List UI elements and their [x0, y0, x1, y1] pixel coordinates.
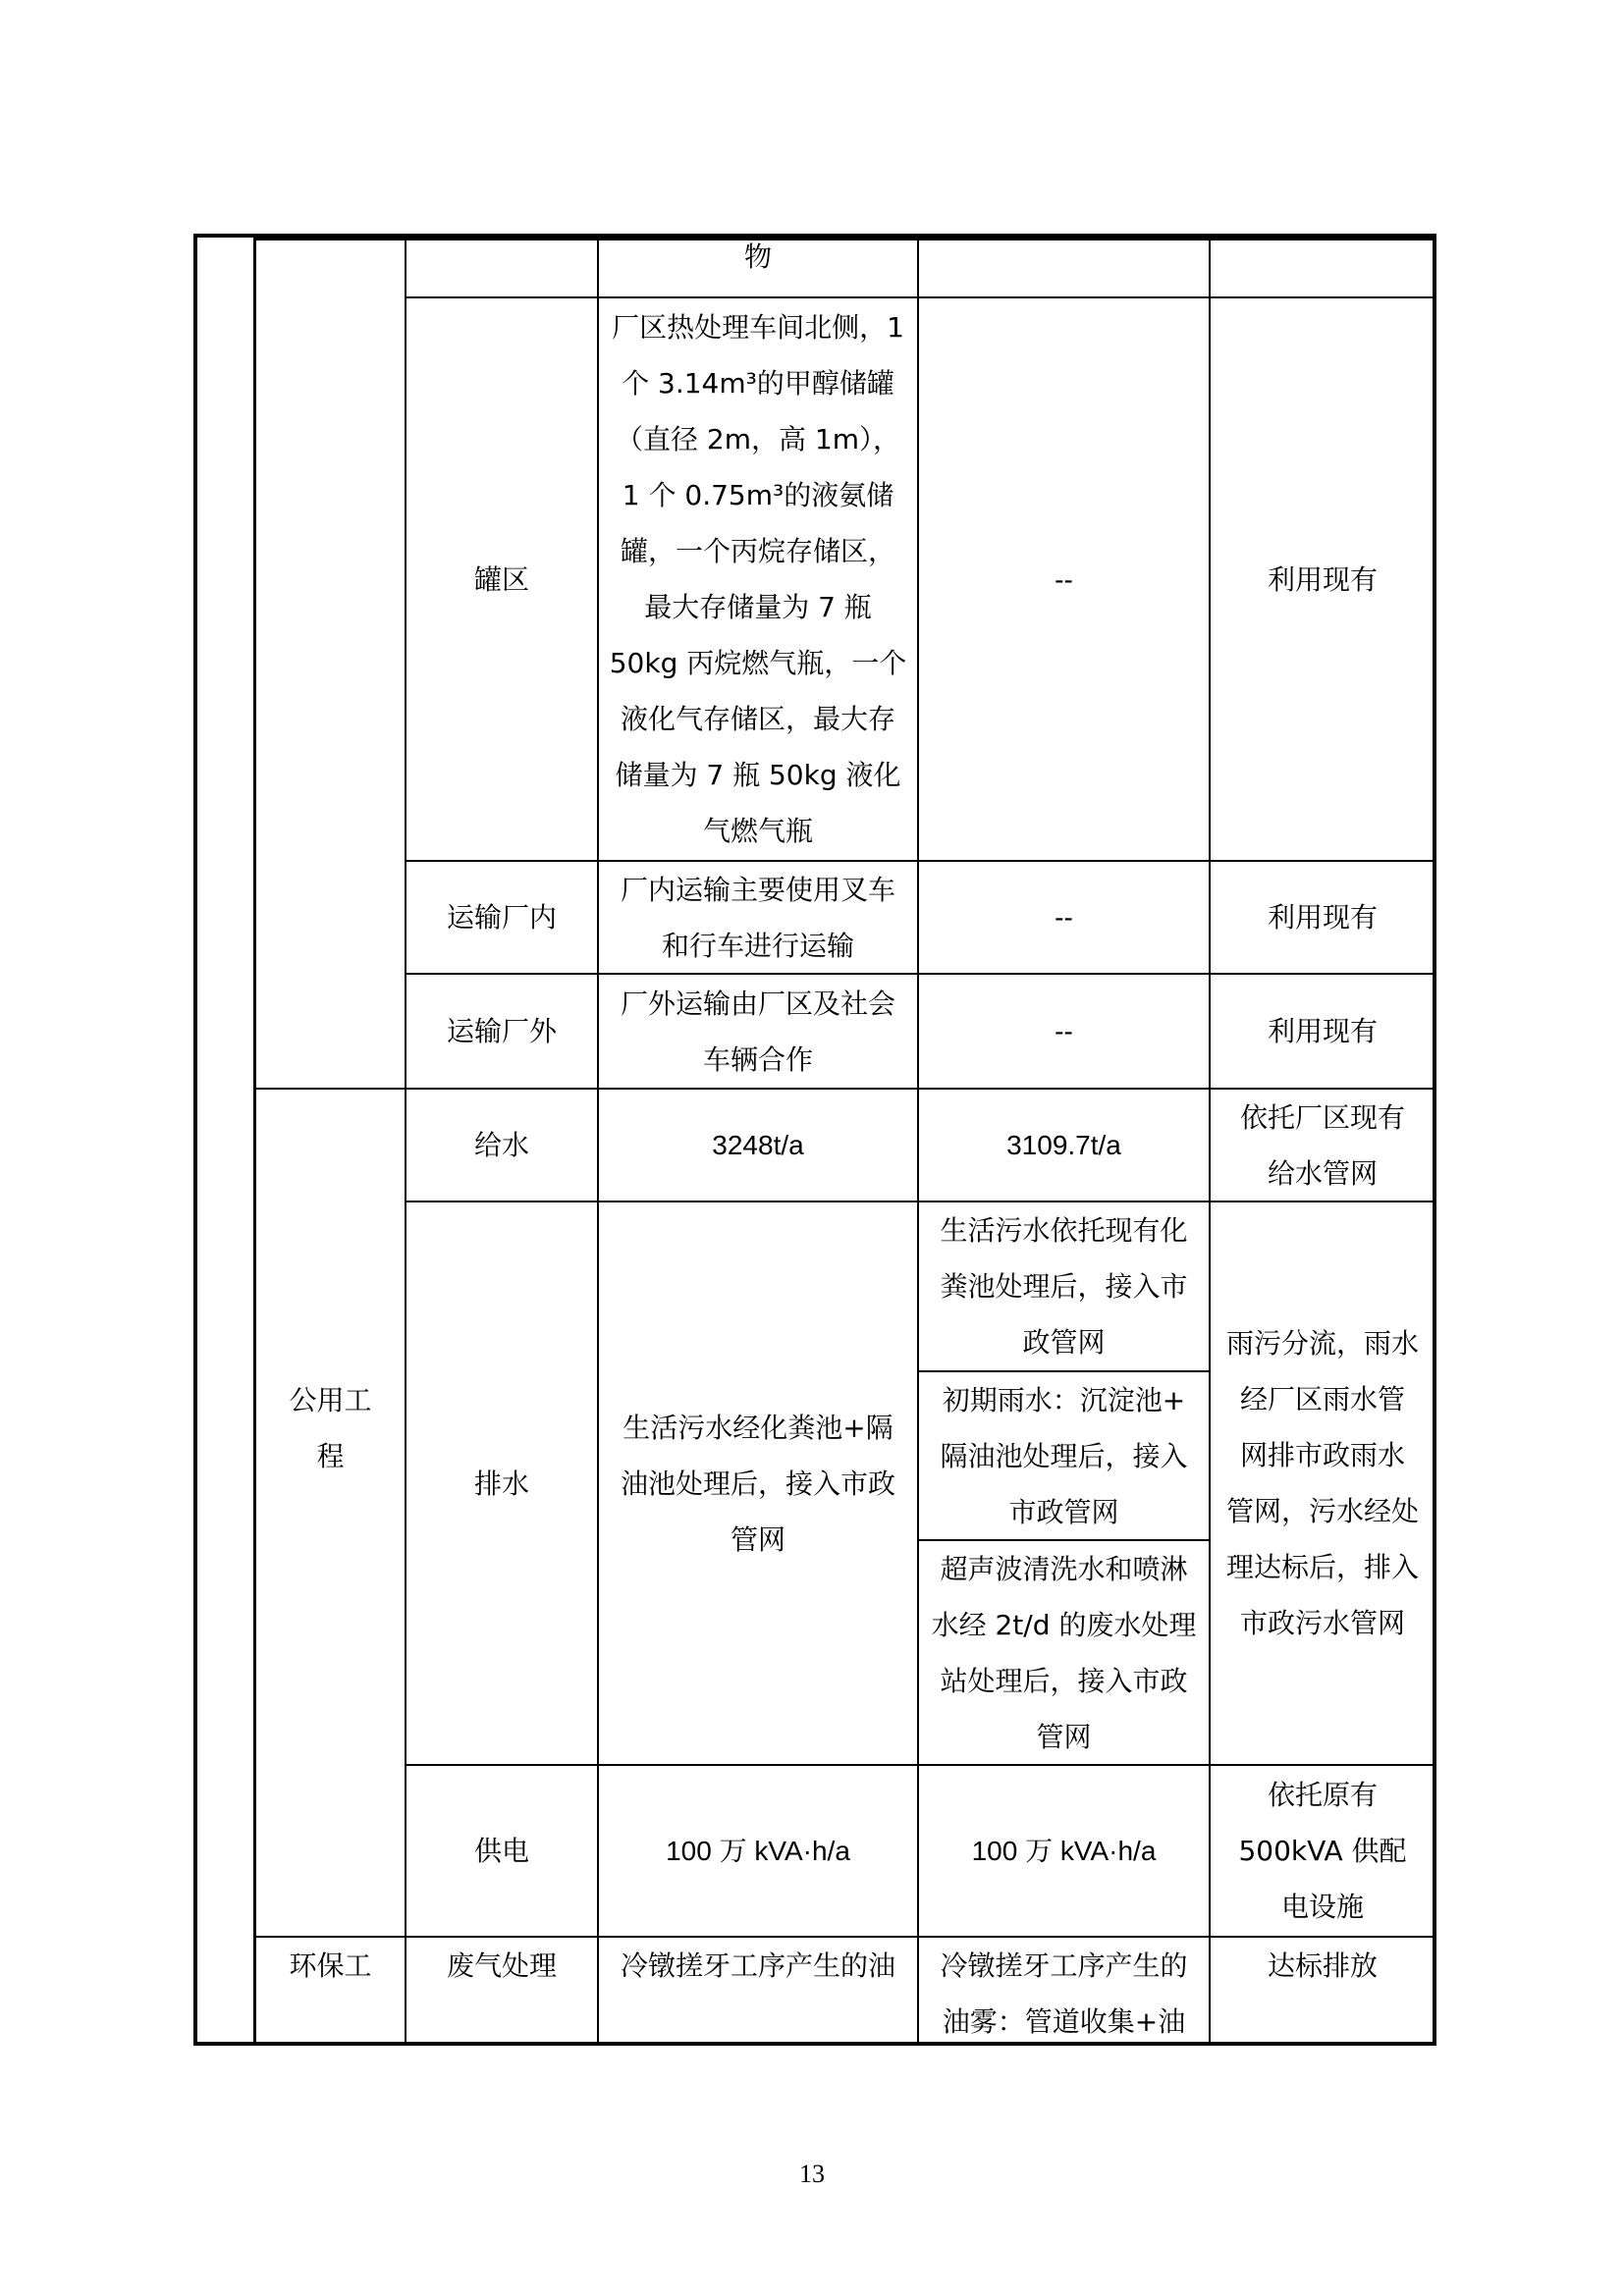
- table-cell-new-sub: 初期雨水：沉淀池+ 隔油池处理后，接入 市政管网: [940, 1383, 1188, 1528]
- table-cell-existing: 3248t/a: [712, 1130, 804, 1160]
- table-cell-new-sub: 超声波清洗水和喷淋 水经 2t/d 的废水处理 站处理后，接入市政 管网: [931, 1552, 1197, 1753]
- table-cell-project: 运输厂外: [446, 1015, 557, 1047]
- table-cell-note: 利用现有: [1267, 901, 1378, 934]
- table-cell-new: --: [1055, 902, 1073, 933]
- table-cell-content: 厂内运输主要使用叉车 和行车进行运输: [620, 873, 895, 962]
- table-cell-note: 利用现有: [1267, 562, 1378, 596]
- table-cell-existing: 冷镦搓牙工序产生的油: [620, 1949, 895, 1982]
- table-cell-project: 给水: [473, 1129, 529, 1161]
- table-cell-new: --: [1055, 563, 1073, 595]
- table-cell-category: 公用工 程: [289, 1383, 372, 1472]
- table-cell-project: 废气处理: [446, 1949, 557, 1982]
- table-cell-content: 厂区热处理车间北侧，1 个 3.14m³的甲醇储罐 （直径 2m，高 1m）， 1 个 0.75m³的液氨储 罐，一个丙烷存储区， 最大存储量为 7 瓶 50kg 丙烷燃气瓶，一个 液化气存储区，最大存 储量为 7 瓶 50kg 液化 气燃气瓶: [609, 311, 907, 847]
- table-cell-note: 依托原有 500kVA 供配 电设施: [1238, 1779, 1407, 1923]
- table-cell-existing: 100 万 kVA·h/a: [666, 1836, 850, 1866]
- table-cell-project: 排水: [473, 1467, 529, 1500]
- table-cell-project: 运输厂内: [446, 901, 557, 934]
- table-cell-category: 环保工: [289, 1949, 372, 1982]
- page-number: 13: [799, 2160, 825, 2188]
- table-cell-new: --: [1055, 1016, 1073, 1046]
- table-cell-note: 依托厂区现有 给水管网: [1239, 1100, 1405, 1190]
- table-cell-note: 利用现有: [1267, 1015, 1378, 1047]
- table-cell-new: 100 万 kVA·h/a: [971, 1836, 1157, 1866]
- table-cell-note: 雨污分流，雨水 经厂区雨水管 网排市政雨水 管网，污水经处 理达标后，排入 市政污水管网: [1225, 1327, 1419, 1639]
- table-cell-content: 物: [743, 240, 772, 273]
- table-cell-project: 罐区: [473, 562, 529, 596]
- table-cell-new: 冷镦搓牙工序产生的 油雾：管道收集+油: [940, 1949, 1188, 2038]
- table-cell-existing: 生活污水经化粪池+隔 油池处理后，接入市政 管网: [620, 1411, 895, 1556]
- table-cell-note: 达标排放: [1267, 1949, 1378, 1982]
- table-cell-new-sub: 生活污水依托现有化 粪池处理后，接入市 政管网: [940, 1214, 1188, 1359]
- table-cell-content: 厂外运输由厂区及社会 车辆合作: [620, 987, 895, 1076]
- table-cell-project: 供电: [473, 1835, 529, 1867]
- table-cell-new: 3109.7t/a: [1006, 1130, 1121, 1160]
